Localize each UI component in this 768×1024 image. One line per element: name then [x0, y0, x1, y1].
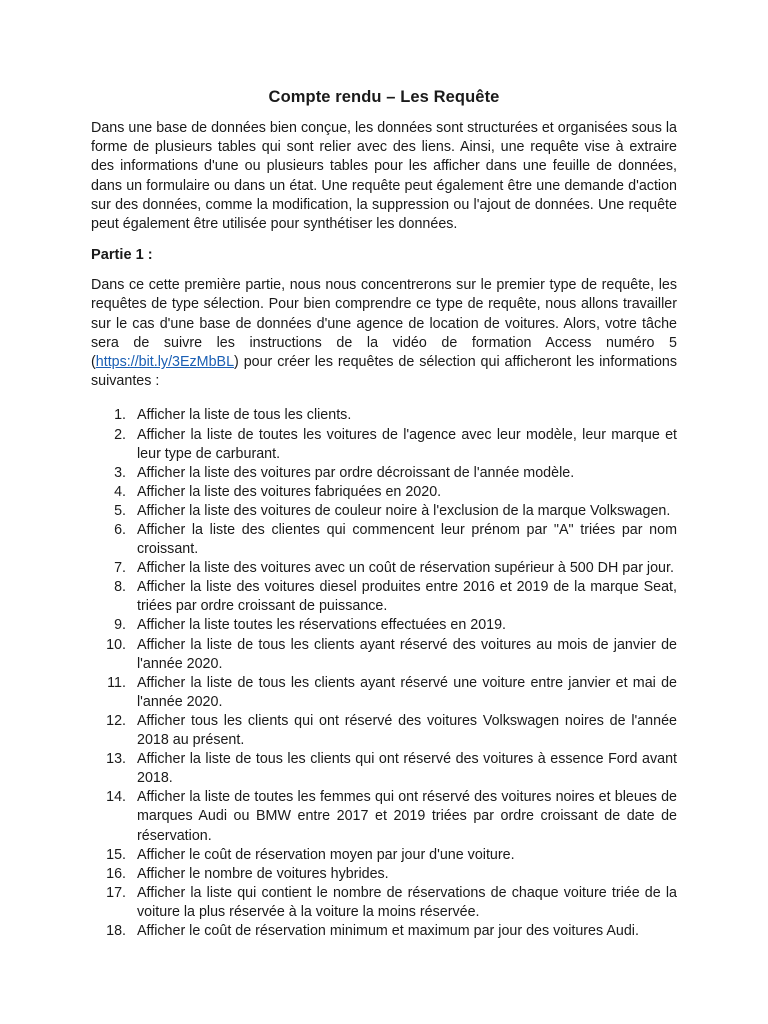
part1-heading: Partie 1 : [91, 247, 153, 264]
list-item-number: 11. [107, 674, 126, 691]
video-link[interactable]: https://bit.ly/3EzMbBL [95, 354, 235, 371]
list-item [91, 884, 677, 922]
list-item-text: Afficher la liste des voitures de couleur noire à l'exclusion de la marque Volkswagen. [137, 502, 671, 519]
list-item-number: 1. [114, 407, 126, 424]
list-item-text: Afficher la liste des voitures avec un coût de réservation supérieur à 500 DH par jour. [137, 560, 674, 577]
list-item-number: 3. [114, 464, 126, 481]
list-item-number: 10. [106, 636, 126, 653]
list-item [91, 750, 677, 788]
list-item-text: Afficher le nombre de voitures hybrides. [137, 865, 389, 882]
list-item-number: 15. [106, 846, 126, 863]
list-item-number: 12. [106, 712, 126, 729]
list-item-number: 2. [114, 426, 126, 443]
list-item-number: 9. [114, 617, 126, 634]
list-item [91, 464, 677, 483]
list-item [91, 846, 677, 865]
list-item-number: 14. [106, 789, 126, 806]
list-item-number: 17. [106, 884, 126, 901]
task-list [91, 406, 677, 941]
part1-text-before: Dans ce cette première partie, nous nous concentrerons sur le premier type de requête, les requêtes de type sélection. Pour bien comprendre ce type de requête, nous allons travailler sur le cas d'une base de données d'une agence de location de voitures. Alors, votre tâche sera de suivre les instructions de la vidéo de formation Access numéro 5 ( [91, 277, 677, 371]
list-item-number: 18. [106, 922, 126, 939]
list-item-text: Afficher la liste des clientes qui commencent leur prénom par "A" triées par nom croissant. [137, 522, 677, 558]
list-item-text: Afficher la liste des voitures fabriquées en 2020. [137, 483, 442, 500]
list-item-text: Afficher le coût de réservation moyen par jour d'une voiture. [137, 846, 515, 863]
list-item-text: Afficher la liste de tous les clients qui ont réservé des voitures à essence Ford avant 2018. [137, 751, 677, 787]
list-item [91, 578, 677, 616]
list-item-text: Afficher la liste de tous les clients ayant réservé une voiture entre janvier et mai de l'année 2020. [137, 674, 677, 710]
list-item-text: Afficher la liste des voitures diesel produites entre 2016 et 2019 de la marque Seat, triées par ordre croissant de puissance. [137, 579, 677, 615]
list-item-number: 8. [114, 579, 126, 596]
list-item [91, 616, 677, 635]
list-item-text: Afficher la liste de toutes les voitures de l'agence avec leur modèle, leur marque et leur type de carburant. [137, 426, 677, 462]
list-item [91, 636, 677, 674]
list-item-text: Afficher la liste de toutes les femmes qui ont réservé des voitures noires et bleues de marques Audi ou BMW entre 2017 et 2019 triées par ordre croissant de date de réservation. [137, 789, 677, 844]
list-item-text: Afficher la liste de tous les clients ayant réservé des voitures au mois de janvier de l'année 2020. [137, 636, 677, 672]
list-item [91, 502, 677, 521]
list-item-number: 7. [114, 560, 126, 577]
list-item [91, 712, 677, 750]
list-item [91, 865, 677, 884]
list-item-number: 5. [114, 502, 126, 519]
part1-paragraph [91, 276, 677, 391]
list-item [91, 922, 677, 941]
list-item-text: Afficher la liste toutes les réservations effectuées en 2019. [137, 617, 507, 634]
list-item [91, 674, 677, 712]
list-item [91, 406, 677, 425]
intro-paragraph: Dans une base de données bien conçue, les données sont structurées et organisées sous la forme de plusieurs tables qui sont relier avec des liens. Ainsi, une requête vise à extraire des informations d'une ou plusieurs tables pour les afficher dans une feuille de données, dans un formulaire ou dans un état. Une requête peut également être une demande d'action sur des données, comme la modification, la suppression ou l'ajout de données. Une requête peut également être utilisée pour synthétiser les données. [91, 120, 677, 233]
list-item-number: 4. [114, 483, 126, 500]
list-item [91, 788, 677, 845]
list-item-number: 6. [114, 522, 126, 538]
list-item [91, 521, 677, 559]
list-item-number: 16. [106, 865, 126, 882]
list-item [91, 483, 677, 502]
list-item-text: Afficher tous les clients qui ont réservé des voitures Volkswagen noires de l'année 2018 au présent. [137, 712, 677, 749]
list-item-text: Afficher la liste des voitures par ordre décroissant de l'année modèle. [137, 464, 575, 481]
list-item [91, 559, 677, 578]
list-item [91, 426, 677, 464]
list-item-number: 13. [106, 751, 126, 768]
page-title: Compte rendu – Les Requête [268, 88, 500, 106]
part1-text-after: ) pour créer les requêtes de sélection qui afficheront les informations suivantes : [91, 354, 677, 390]
list-item-text: Afficher le coût de réservation minimum et maximum par jour des voitures Audi. [137, 922, 639, 939]
list-item-text: Afficher la liste qui contient le nombre de réservations de chaque voiture triée de la voiture la plus réservée à la voiture la moins réservée. [137, 884, 677, 920]
list-item-text: Afficher la liste de tous les clients. [137, 407, 352, 424]
